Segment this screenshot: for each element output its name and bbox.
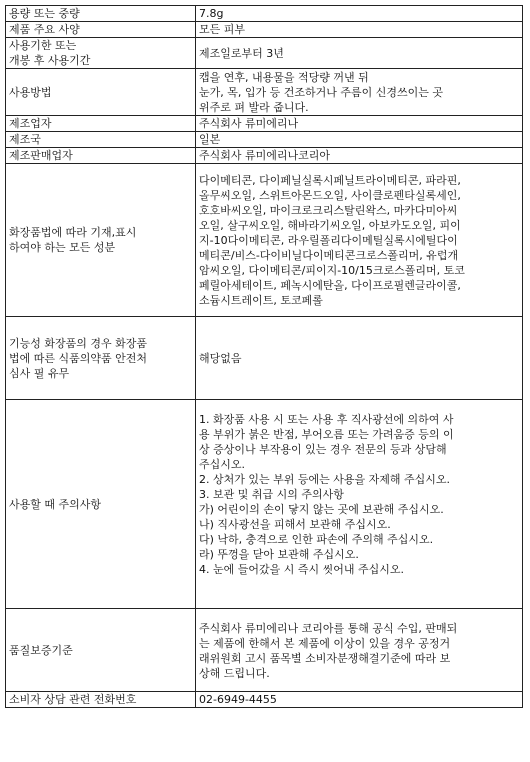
functional-review-row xyxy=(6,317,523,400)
product-info-table xyxy=(5,5,523,708)
main-spec-row xyxy=(6,22,523,38)
usage-row-value xyxy=(196,69,523,116)
label-line: 사용기한 또는 xyxy=(9,39,77,52)
capacity-row-label xyxy=(6,6,196,22)
value-line: 4. 눈에 들어갔을 시 즉시 씻어내 주십시오. xyxy=(199,563,404,576)
value-line: 나) 직사광선을 피해서 보관해 주십시오. xyxy=(199,518,391,531)
usage-row-label xyxy=(6,69,196,116)
value-line: 제조일로부터 3년 xyxy=(199,46,284,60)
label-line: 소비자 상담 관련 전화번호 xyxy=(9,693,137,706)
value-line: 용 부위가 붉은 반점, 부어오름 또는 가려움증 등의 이 xyxy=(199,428,454,441)
value-line: 위주로 펴 발라 줍니다. xyxy=(199,100,309,114)
label-line: 제조업자 xyxy=(9,117,52,130)
cautions-row-label xyxy=(6,400,196,609)
manufacturer-row-label xyxy=(6,116,196,132)
value-line: 주식회사 류미에리나 코리아를 통해 공식 수입, 판매되 xyxy=(199,622,458,635)
ingredients-row-value xyxy=(196,164,523,317)
value-line: 메티콘/비스-다이비닐다이메티콘크로스폴리머, 유럽개 xyxy=(199,248,459,262)
value-line: 가) 어린이의 손이 닿지 않는 곳에 보관해 주십시오. xyxy=(199,503,444,516)
expiry-row-value xyxy=(196,38,523,69)
label-line: 화장품법에 따라 기재,표시 xyxy=(9,226,137,239)
product-info-table-body xyxy=(6,6,523,708)
functional-review-row-label xyxy=(6,317,196,400)
country-row-label xyxy=(6,132,196,148)
value-line: 호호바씨오일, 마이크로크리스탈린왁스, 마카다미아씨 xyxy=(199,203,458,217)
main-spec-row-label xyxy=(6,22,196,38)
value-line: 2. 상처가 있는 부위 등에는 사용을 자제해 주십시오. xyxy=(199,473,450,486)
distributor-row xyxy=(6,148,523,164)
capacity-row xyxy=(6,6,523,22)
usage-row xyxy=(6,69,523,116)
value-line: 주식회사 류미에리나 xyxy=(199,117,299,130)
value-line: 오일, 살구씨오일, 해바라기씨오일, 아보카도오일, 피이 xyxy=(199,218,461,232)
cautions-row-value xyxy=(196,400,523,609)
capacity-row-value xyxy=(196,6,523,22)
value-line: 눈가, 목, 입가 등 건조하거나 주름이 신경쓰이는 곳 xyxy=(199,85,443,99)
main-spec-row-value xyxy=(196,22,523,38)
value-line: 는 제품에 한해서 본 제품에 이상이 있을 경우 공정거 xyxy=(199,637,451,650)
label-line: 하여야 하는 모든 성분 xyxy=(9,241,116,254)
value-line: 다) 낙하, 충격으로 인한 파손에 주의해 주십시오. xyxy=(199,533,434,546)
quality-guarantee-row xyxy=(6,609,523,692)
value-line: 3. 보관 및 취급 시의 주의사항 xyxy=(199,488,344,501)
label-line: 사용방법 xyxy=(9,85,52,99)
label-line: 용량 또는 중량 xyxy=(9,7,80,20)
value-line: 라) 뚜껑을 닫아 보관해 주십시오. xyxy=(199,548,359,561)
distributor-row-label xyxy=(6,148,196,164)
ingredients-row-label xyxy=(6,164,196,317)
value-line: 모든 피부 xyxy=(199,23,246,36)
value-line: 소듐시트레이트, 토코페롤 xyxy=(199,293,323,307)
consumer-phone-row-label xyxy=(6,692,196,708)
cautions-row xyxy=(6,400,523,609)
quality-guarantee-row-label xyxy=(6,609,196,692)
value-line: 암씨오일, 다이메티콘/피이지-10/15크로스폴리머, 토코 xyxy=(199,263,465,277)
value-line: 02-6949-4455 xyxy=(199,693,277,706)
consumer-phone-row-value xyxy=(196,692,523,708)
expiry-row-label xyxy=(6,38,196,69)
label-line: 법에 따른 식품의약품 안전처 xyxy=(9,351,148,365)
label-line: 개봉 후 사용기간 xyxy=(9,54,91,67)
value-line: 주십시오. xyxy=(199,458,246,471)
expiry-row xyxy=(6,38,523,69)
label-line: 사용할 때 주의사항 xyxy=(9,497,102,511)
manufacturer-row xyxy=(6,116,523,132)
value-line: 상해 드립니다. xyxy=(199,667,270,680)
label-line: 제조판매업자 xyxy=(9,149,73,162)
quality-guarantee-row-value xyxy=(196,609,523,692)
value-line: 래위원회 고시 품목별 소비자분쟁해결기준에 따라 보 xyxy=(199,652,451,665)
value-line: 7.8g xyxy=(199,7,224,20)
value-line: 다이메티콘, 다이페닐실록시페닐트라이메티콘, 파라핀, xyxy=(199,173,461,187)
consumer-phone-row xyxy=(6,692,523,708)
country-row-value xyxy=(196,132,523,148)
value-line: 1. 화장품 사용 시 또는 사용 후 직사광선에 의하여 사 xyxy=(199,413,454,426)
value-line: 캡을 연후, 내용물을 적당량 꺼낸 뒤 xyxy=(199,70,369,84)
manufacturer-row-value xyxy=(196,116,523,132)
value-line: 일본 xyxy=(199,133,221,146)
label-line: 제조국 xyxy=(9,133,41,146)
country-row xyxy=(6,132,523,148)
value-line: 주식회사 류미에리나코리아 xyxy=(199,149,331,162)
value-line: 올무씨오일, 스위트아몬드오일, 사이클로펜타실록세인, xyxy=(199,188,461,202)
value-line: 지-10다이메티콘, 라우릴폴리다이메틸실록시에틸다이 xyxy=(199,233,458,247)
label-line: 심사 필 유무 xyxy=(9,366,70,380)
label-line: 품질보증기준 xyxy=(9,643,73,657)
label-line: 제품 주요 사양 xyxy=(9,23,80,36)
value-line: 페릴아세테이트, 페녹시에탄올, 다이프로필렌글라이콜, xyxy=(199,278,461,292)
ingredients-row xyxy=(6,164,523,317)
value-line: 상 증상이나 부작용이 있는 경우 전문의 등과 상담해 xyxy=(199,443,447,456)
label-line: 기능성 화장품의 경우 화장품 xyxy=(9,336,148,350)
value-line: 해당없음 xyxy=(199,351,242,365)
distributor-row-value xyxy=(196,148,523,164)
functional-review-row-value xyxy=(196,317,523,400)
